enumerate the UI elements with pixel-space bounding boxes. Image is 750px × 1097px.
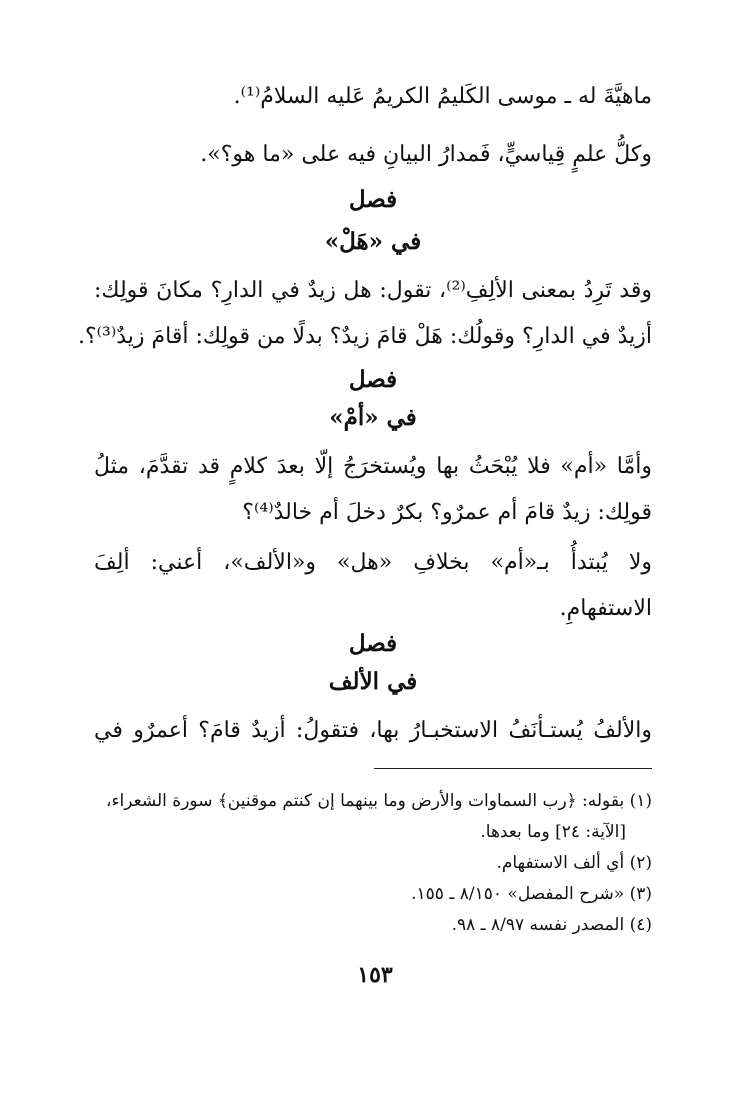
section-subheading: في «هَلْ» (324, 228, 422, 255)
paragraph-alif (94, 708, 652, 754)
text-line: والألفُ يُستـأنَفُ الاستخبـارُ بها، فتقولُ: أزيدٌ قامَ؟ أعمرٌو في (94, 718, 652, 743)
text-line: قولِك: زيدٌ قامَ أم عمرٌو؟ بكرٌ دخلَ أم خالدٌ⁽⁴⁾؟ (242, 500, 652, 525)
text-line: الاستفهامِ. (559, 596, 652, 621)
section-subheading: في «أمْ» (329, 404, 417, 431)
text-line: وقد تَرِدُ بمعنى الألِفِ⁽²⁾، تقول: هل زيدٌ في الدارِ؟ مكانَ قولِك: (94, 278, 652, 303)
text-line: أزيدٌ في الدارِ؟ وقولُك: هَلْ قامَ زيدٌ؟ بدلًا من قولِك: أقامَ زيدٌ⁽³⁾؟. (77, 324, 652, 349)
text-line: وأمَّا «أم» فلا يُبْحَثُ بها ويُستخرَجُ إلّا بعدَ كلامٍ قد تقدَّمَ، مثلُ (94, 454, 652, 479)
footnote-item: [الآية: ٢٤] وما بعدها. (480, 822, 626, 842)
footnote-item: (٢) أي ألف الاستفهام. (496, 853, 652, 873)
footnote-item: (١) بقوله: ﴿رب السماوات والأرض وما بينهما إن كنتم موقنين﴾ سورة الشعراء، (106, 791, 652, 811)
section-subheading: في الألف (328, 668, 418, 695)
intro-paragraph (94, 74, 652, 178)
footnotes (92, 786, 652, 941)
footnote-item: (٣) «شرح المفصل» ٨/١٥٠ ـ ١٥٥. (411, 884, 652, 904)
text-line: ولا يُبتدأُ بـ«أم» بخلافِ «هل» و«الألف»، أعني: ألِفَ (94, 550, 652, 575)
paragraph-hal (77, 268, 652, 360)
section-heading: فصل (348, 366, 398, 393)
section-heading: فصل (348, 630, 398, 657)
text-line: ماهيَّةَ له ـ موسى الكَليمُ الكريمُ عَليه السلامُ⁽¹⁾. (233, 84, 652, 109)
page-number: ١٥٣ (357, 962, 393, 988)
footnote-separator (374, 768, 652, 769)
footnote-item: (٤) المصدر نفسه ٨/٩٧ ـ ٩٨. (451, 915, 652, 935)
text-line: وكلُّ علمٍ قِياسيٍّ، فَمدارُ البيانِ فيه على «ما هو؟». (200, 142, 652, 167)
section-heading: فصل (348, 186, 398, 213)
paragraph-am (94, 444, 652, 632)
